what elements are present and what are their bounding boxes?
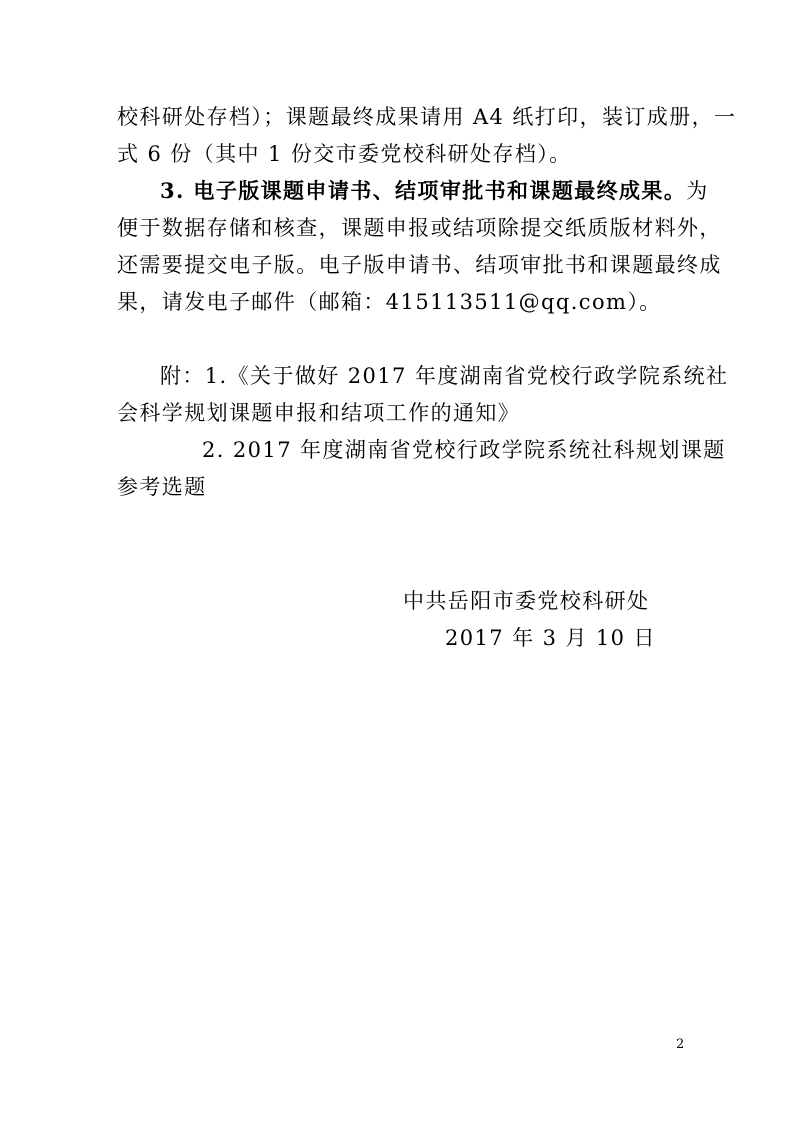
paragraph-1-line-2: 式 6 份（其中 1 份交市委党校科研处存档）。 xyxy=(117,142,572,166)
paragraph-1-line-1: 校科研处存档）；课题最终成果请用 A4 纸打印，装订成册，一 xyxy=(117,105,737,129)
attachment-1-line-2: 会科学规划课题申报和结项工作的通知》 xyxy=(117,401,521,425)
page-number: 2 xyxy=(676,1037,685,1052)
signature-date: 2017 年 3 月 10 日 xyxy=(445,626,656,650)
paragraph-2-heading: 3. 电子版课题申请书、结项审批书和课题最终成果。 xyxy=(160,178,687,203)
paragraph-2-line-4: 果，请发电子邮件（邮箱：415113511@qq.com）。 xyxy=(117,290,662,314)
paragraph-2-heading-continuation: 为 xyxy=(686,179,709,203)
signature-organization: 中共岳阳市委党校科研处 xyxy=(403,589,650,613)
attachment-2-line-1: 2. 2017 年度湖南省党校行政学院系统社科规划课题 xyxy=(202,438,726,462)
paragraph-2-line-3: 还需要提交电子版。电子版申请书、结项审批书和课题最终成 xyxy=(117,253,722,277)
paragraph-2-line-1 xyxy=(160,176,709,206)
paragraph-2-line-2: 便于数据存储和核查，课题申报或结项除提交纸质版材料外， xyxy=(117,216,722,240)
attachment-2-line-2: 参考选题 xyxy=(117,475,207,499)
attachment-1-line-1: 附：1.《关于做好 2017 年度湖南省党校行政学院系统社 xyxy=(160,364,729,388)
